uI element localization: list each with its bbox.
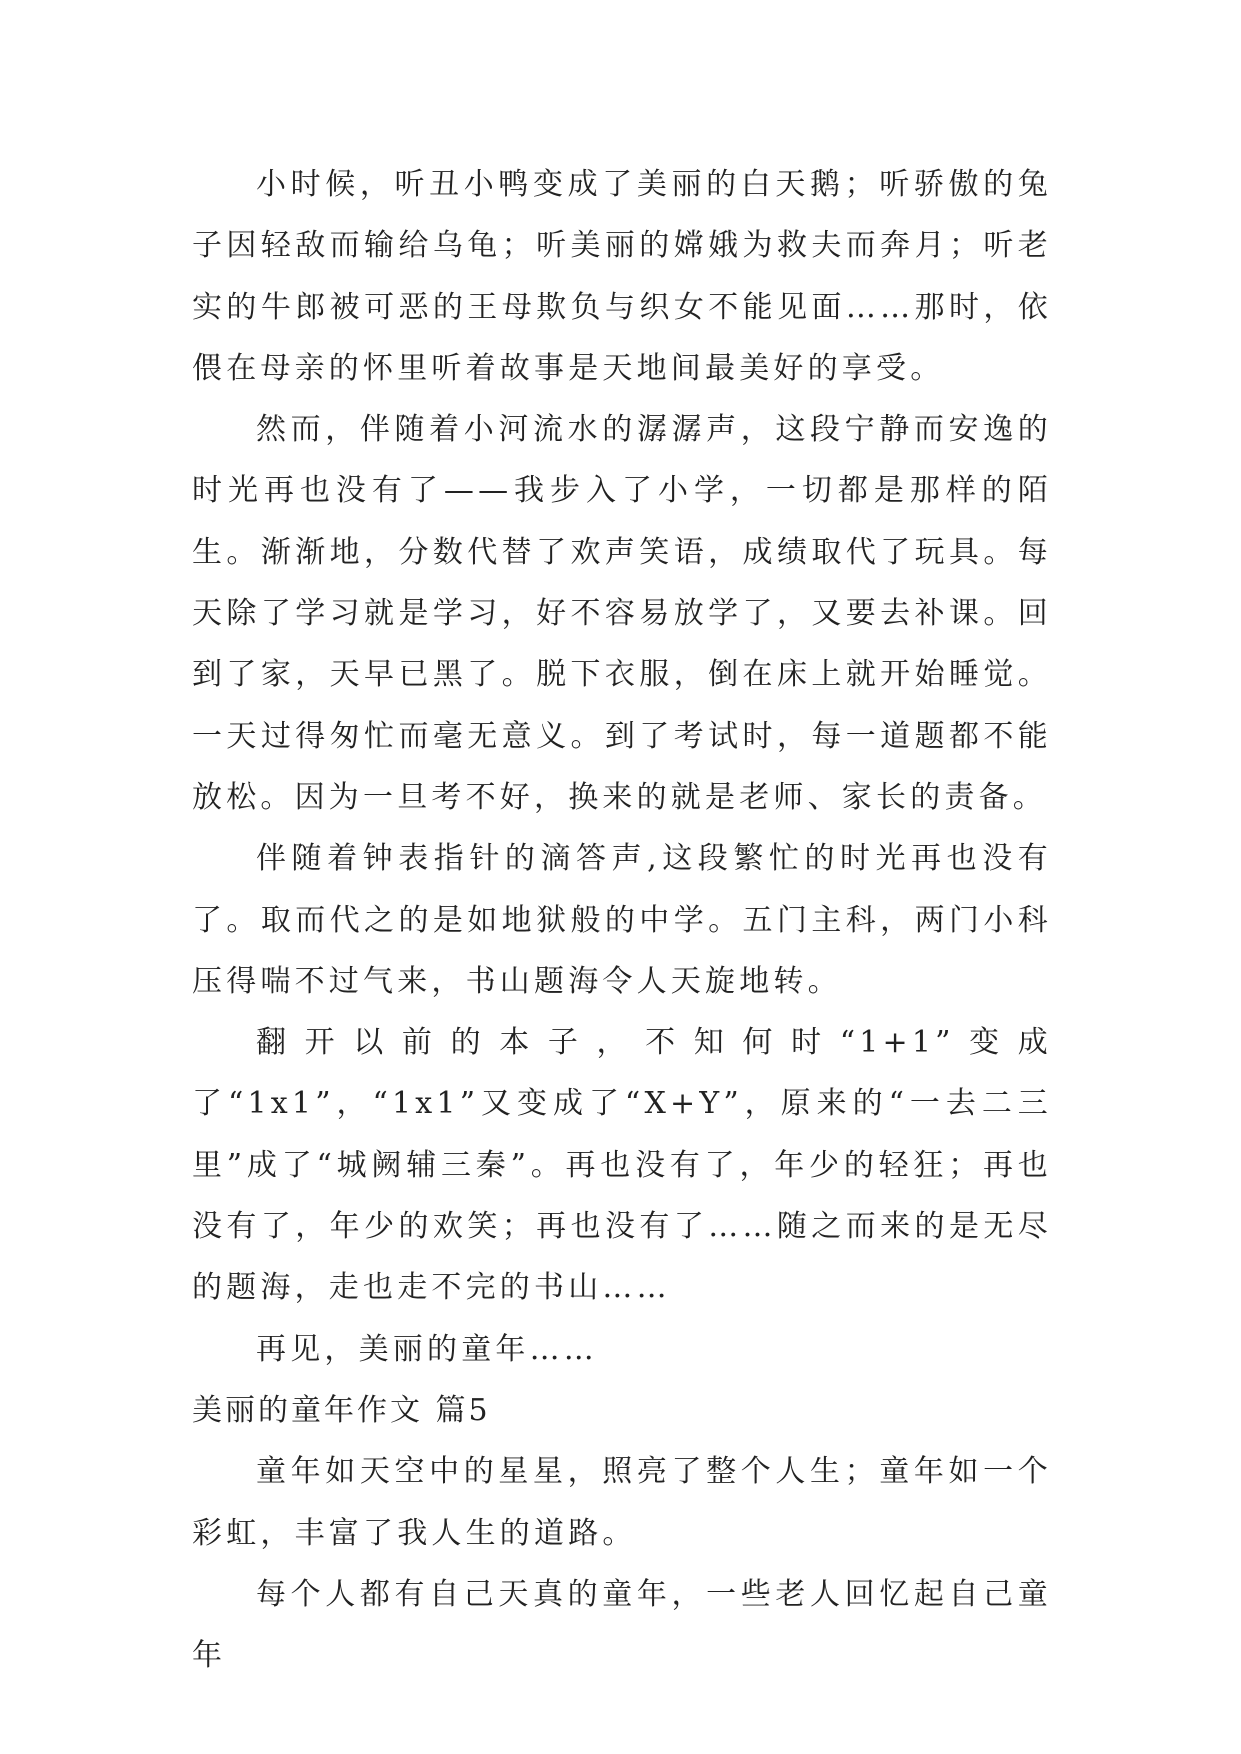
paragraph-innocent-childhood: 每个人都有自己天真的童年，一些老人回忆起自己童年 <box>192 1576 1052 1674</box>
paragraph-childhood-stars: 童年如天空中的星星，照亮了整个人生；童年如一个彩虹，丰富了我人生的道路。 <box>192 1454 1052 1551</box>
document-body <box>192 154 1052 1686</box>
paragraph-farewell: 再见，美丽的童年…… <box>256 1331 598 1367</box>
paragraph-primary-school: 然而，伴随着小河流水的潺潺声，这段宁静而安逸的时光再也没有了——我步入了小学，一切都是那样的陌生。渐渐地，分数代替了欢声笑语，成绩取代了玩具。每天除了学习就是学习，好不容易放学了，又要去补课。回到了家，天早已黑了。脱下衣服，倒在床上就开始睡觉。一天过得匆忙而毫无意义。到了考试时，每一道题都不能放松。因为一旦考不好，换来的就是老师、家长的责备。 <box>192 412 1052 815</box>
paragraph-story-memories: 小时候，听丑小鸭变成了美丽的白天鹅；听骄傲的兔子因轻敌而输给乌龟；听美丽的嫦娥为救夫而奔月；听老实的牛郎被可恶的王母欺负与织女不能见面……那时，依偎在母亲的怀里听着故事是天地间最美好的享受。 <box>192 167 1052 386</box>
paragraph-old-notebooks: 翻开以前的本子，不知何时“1+1”变成了“1x1”，“1x1”又变成了“X+Y”，原来的“一去二三里”成了“城阙辅三秦”。再也没有了，年少的轻狂；再也没有了，年少的欢笑；再也没有了……随之而来的是无尽的题海，走也走不完的书山…… <box>192 1025 1052 1306</box>
essay-heading: 美丽的童年作文 篇5 <box>192 1392 491 1428</box>
paragraph-middle-school: 伴随着钟表指针的滴答声,这段繁忙的时光再也没有了。取而代之的是如地狱般的中学。五门主科，两门小科压得喘不过气来，书山题海令人天旋地转。 <box>192 841 1052 999</box>
